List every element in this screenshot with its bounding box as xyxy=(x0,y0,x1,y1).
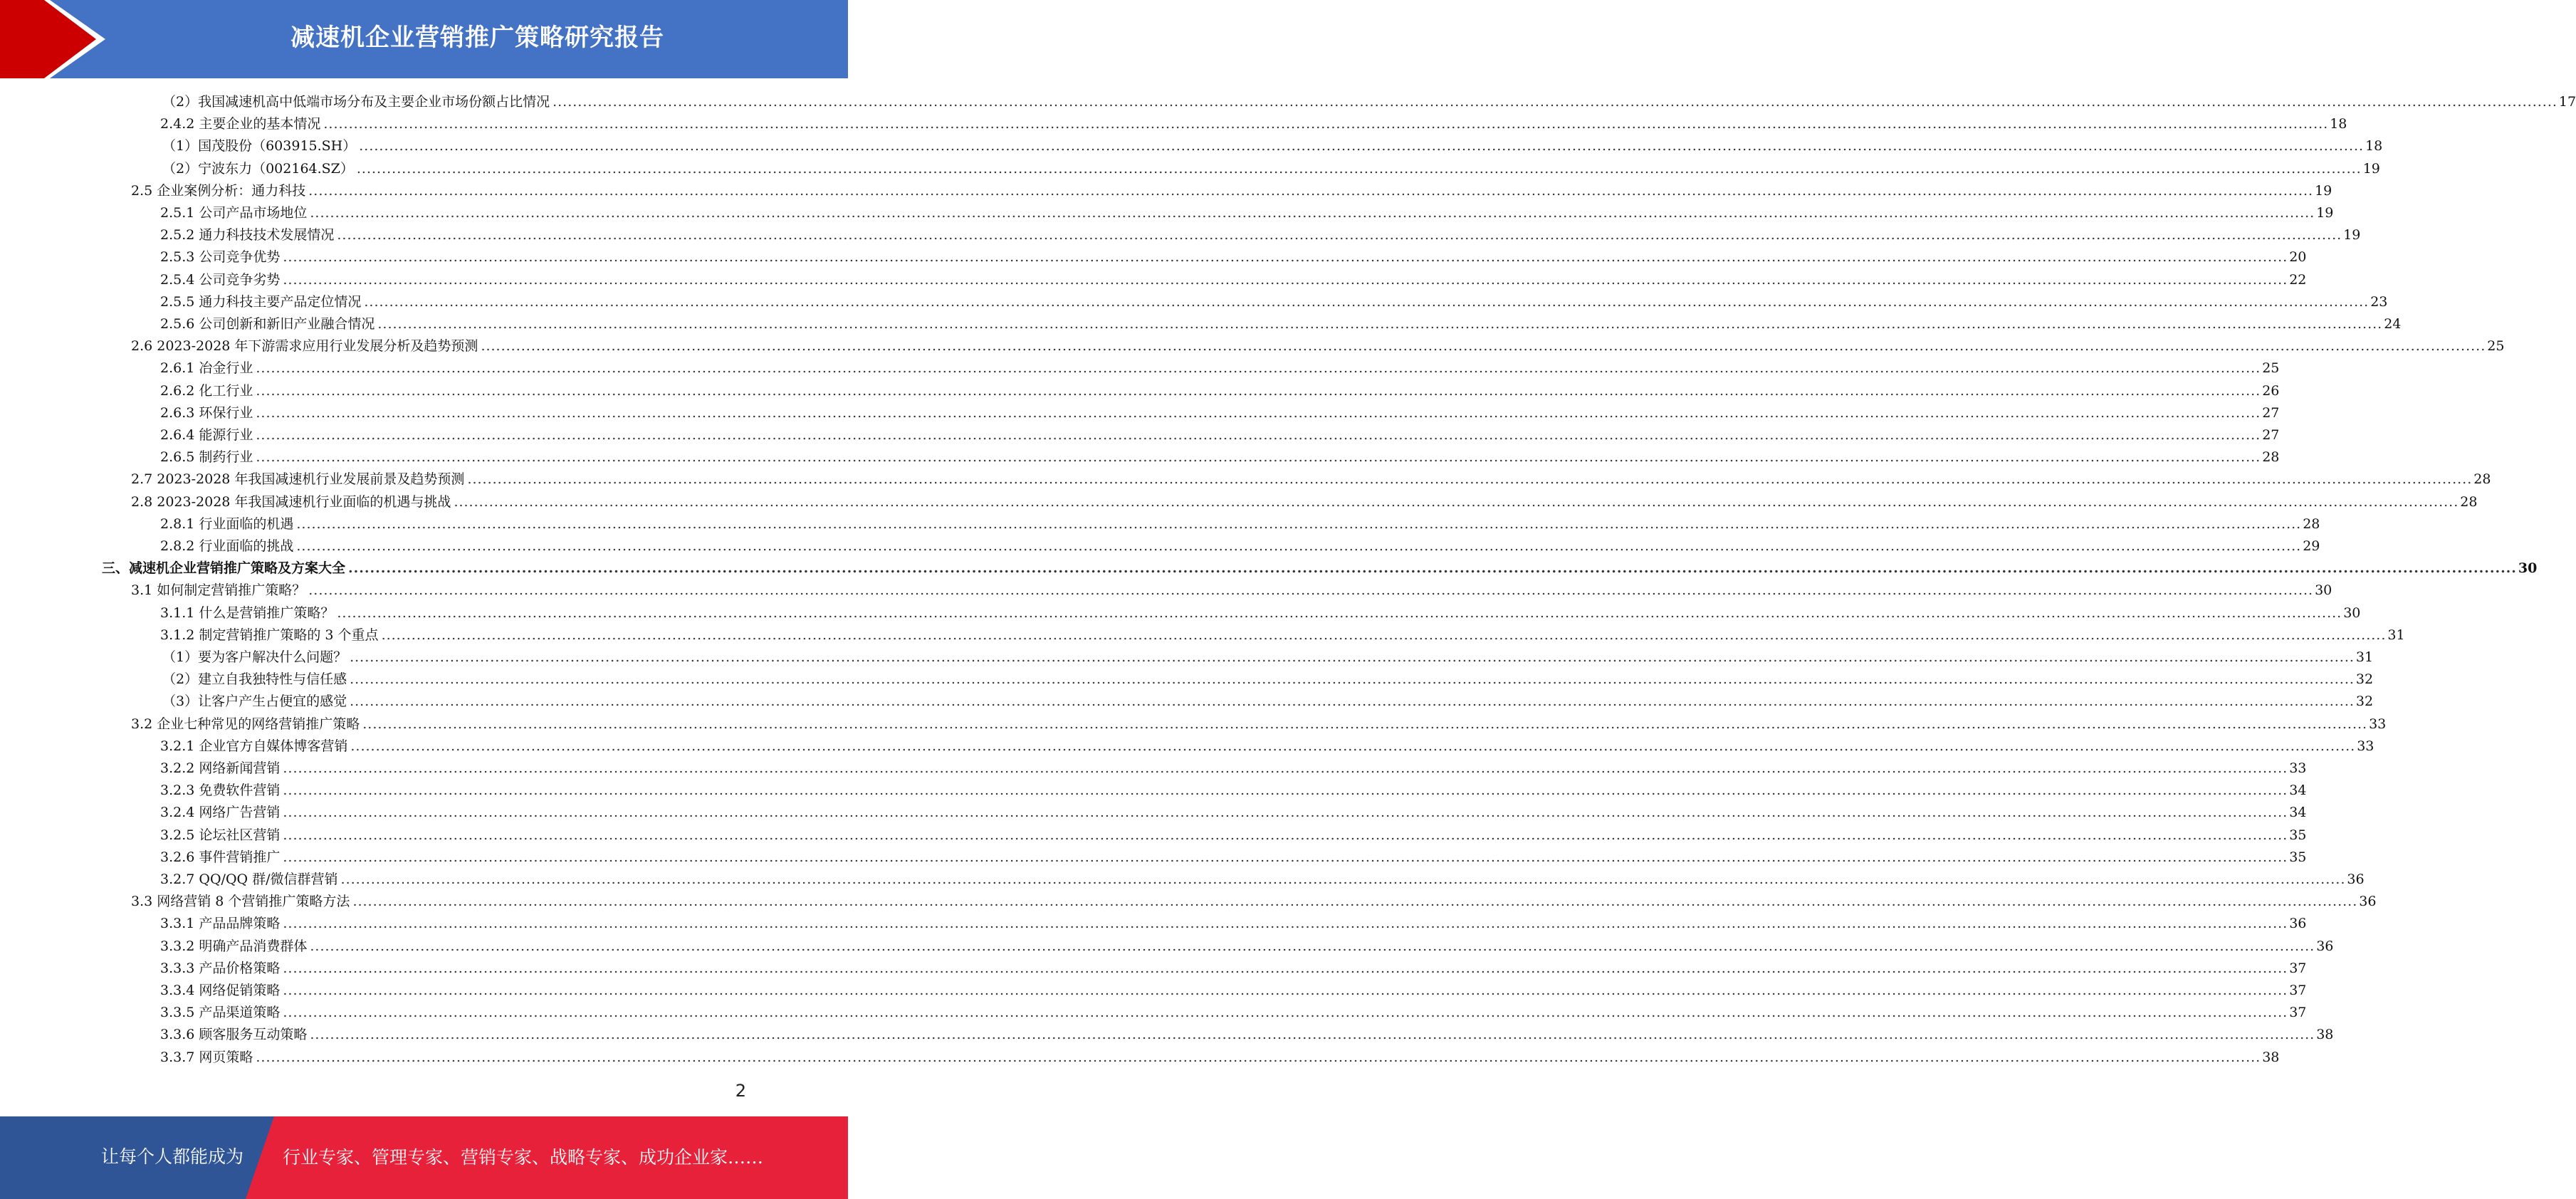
toc-entry-title: 2.8 2023-2028 年我国减速机行业面临的机遇与挑战 xyxy=(131,493,451,510)
toc-entry-page: 17 xyxy=(2558,94,2576,110)
toc-entry[interactable] xyxy=(160,847,2307,869)
toc-dot-leader: ................................................................................................................................................................................................................................................................................................................................................................................................................ xyxy=(283,805,2288,821)
toc-entry-title: （2）宁波东力（002164.SZ） xyxy=(162,160,354,177)
toc-entry-title: 3.3.2 明确产品消费群体 xyxy=(160,938,308,954)
toc-entry-page: 32 xyxy=(2355,671,2374,688)
toc-dot-leader: ................................................................................................................................................................................................................................................................................................................................................................................................................ xyxy=(283,760,2288,776)
toc-dot-leader: ................................................................................................................................................................................................................................................................................................................................................................................................................ xyxy=(283,249,2288,266)
toc-entry-page: 33 xyxy=(2357,738,2375,754)
toc-entry-page: 24 xyxy=(2384,316,2402,332)
toc-dot-leader: ................................................................................................................................................................................................................................................................................................................................................................................................................ xyxy=(337,227,2342,244)
toc-entry[interactable] xyxy=(131,713,2387,735)
toc-entry[interactable] xyxy=(160,269,2307,291)
toc-entry-page: 26 xyxy=(2262,382,2280,399)
toc-entry-title: 三、减速机企业营销推广策略及方案大全 xyxy=(102,560,346,577)
toc-dot-leader: ................................................................................................................................................................................................................................................................................................................................................................................................................ xyxy=(308,182,2314,199)
toc-dot-leader: ................................................................................................................................................................................................................................................................................................................................................................................................................ xyxy=(467,471,2473,488)
toc-entry-title: 3.1.2 制定营销推广策略的 3 个重点 xyxy=(160,627,379,643)
toc-entry[interactable] xyxy=(160,380,2280,402)
toc-dot-leader: ................................................................................................................................................................................................................................................................................................................................................................................................................ xyxy=(283,1005,2288,1021)
toc-entry-title: 2.6.4 能源行业 xyxy=(160,427,253,443)
toc-entry-page: 33 xyxy=(2289,760,2307,776)
toc-dot-leader: ................................................................................................................................................................................................................................................................................................................................................................................................................ xyxy=(454,493,2459,510)
toc-dot-leader: ................................................................................................................................................................................................................................................................................................................................................................................................................ xyxy=(310,205,2315,221)
toc-entry[interactable] xyxy=(131,891,2377,913)
toc-dot-leader: ................................................................................................................................................................................................................................................................................................................................................................................................................ xyxy=(359,138,2365,155)
toc-dot-leader: ................................................................................................................................................................................................................................................................................................................................................................................................................ xyxy=(350,693,2355,710)
toc-entry[interactable] xyxy=(160,936,2334,958)
toc-entry-title: 2.5.6 公司创新和新旧产业融合情况 xyxy=(160,316,375,332)
toc-dot-leader: ................................................................................................................................................................................................................................................................................................................................................................................................................ xyxy=(296,515,2302,532)
toc-entry-page: 19 xyxy=(2343,227,2361,244)
toc-entry-title: 3.3.1 产品品牌策略 xyxy=(160,916,281,932)
toc-entry[interactable] xyxy=(160,758,2307,780)
toc-dot-leader: ................................................................................................................................................................................................................................................................................................................................................................................................................ xyxy=(340,871,2346,887)
toc-entry[interactable] xyxy=(131,580,2332,602)
toc-entry-page: 19 xyxy=(2362,160,2380,177)
toc-entry-title: 2.6.3 环保行业 xyxy=(160,404,253,421)
toc-entry-title: 2.8.2 行业面临的挑战 xyxy=(160,538,294,554)
toc-entry[interactable] xyxy=(162,158,2380,180)
footer-slogan-left: 让每个人都能成为 xyxy=(101,1146,244,1167)
toc-entry[interactable] xyxy=(160,824,2307,847)
toc-entry-title: 3.3.4 网络促销策略 xyxy=(160,983,281,998)
toc-entry-page: 33 xyxy=(2369,716,2387,732)
toc-entry-title: 3.3.6 顾客服务互动策略 xyxy=(160,1027,308,1043)
toc-entry[interactable] xyxy=(131,335,2505,357)
toc-entry-page: 23 xyxy=(2370,293,2388,310)
toc-entry-title: 2.5.5 通力科技主要产品定位情况 xyxy=(160,293,362,310)
toc-entry[interactable] xyxy=(102,557,2538,580)
toc-dot-leader: ................................................................................................................................................................................................................................................................................................................................................................................................................ xyxy=(283,782,2288,799)
toc-entry-page: 28 xyxy=(2460,493,2478,510)
toc-entry[interactable] xyxy=(162,646,2374,669)
toc-entry[interactable] xyxy=(162,669,2374,691)
toc-entry[interactable] xyxy=(160,780,2307,802)
toc-entry-title: （1）国茂股份（603915.SH） xyxy=(162,138,357,155)
toc-dot-leader: ................................................................................................................................................................................................................................................................................................................................................................................................................ xyxy=(348,560,2517,577)
toc-entry-page: 20 xyxy=(2289,249,2307,266)
toc-entry-page: 32 xyxy=(2355,693,2374,710)
toc-entry-page: 30 xyxy=(2315,582,2332,599)
footer-banner xyxy=(0,1116,848,1199)
toc-entry-page: 31 xyxy=(2387,627,2405,643)
toc-entry-title: 2.5.1 公司产品市场地位 xyxy=(160,205,308,221)
toc-entry-title: 3.3 网络营销 8 个营销推广策略方法 xyxy=(131,894,350,910)
toc-entry-page: 37 xyxy=(2289,960,2307,976)
chevron-red xyxy=(0,0,96,78)
toc-entry-page: 29 xyxy=(2303,538,2320,554)
toc-entry[interactable] xyxy=(160,802,2307,824)
toc-entry-page: 36 xyxy=(2316,938,2334,954)
toc-entry[interactable] xyxy=(160,291,2388,313)
toc-entry-title: 3.2 企业七种常见的网络营销推广策略 xyxy=(131,716,360,732)
toc-entry-title: 2.7 2023-2028 年我国减速机行业发展前景及趋势预测 xyxy=(131,471,465,488)
toc-entry-page: 38 xyxy=(2316,1027,2334,1043)
toc-entry-title: 3.2.1 企业官方自媒体博客营销 xyxy=(160,738,348,754)
toc-dot-leader: ................................................................................................................................................................................................................................................................................................................................................................................................................ xyxy=(381,627,2387,643)
toc-entry-page: 27 xyxy=(2262,427,2280,443)
toc-entry-title: 3.3.5 产品渠道策略 xyxy=(160,1005,281,1021)
toc-entry[interactable] xyxy=(162,91,2576,113)
toc-entry[interactable] xyxy=(160,1002,2307,1024)
toc-dot-leader: ................................................................................................................................................................................................................................................................................................................................................................................................................ xyxy=(283,916,2288,932)
toc-entry[interactable] xyxy=(160,624,2405,646)
toc-entry-title: 2.5 企业案例分析：通力科技 xyxy=(131,182,306,199)
toc-entry-page: 27 xyxy=(2262,404,2280,421)
toc-dot-leader: ................................................................................................................................................................................................................................................................................................................................................................................................................ xyxy=(337,604,2342,621)
toc-entry-title: 3.1 如何制定营销推广策略？ xyxy=(131,582,306,599)
toc-entry[interactable] xyxy=(160,980,2307,1002)
toc-entry[interactable] xyxy=(160,246,2307,268)
toc-entry-title: 3.3.3 产品价格策略 xyxy=(160,960,281,976)
toc-entry-page: 36 xyxy=(2359,894,2377,910)
toc-entry-page: 35 xyxy=(2289,849,2307,865)
toc-entry-title: 3.3.7 网页策略 xyxy=(160,1049,253,1065)
toc-entry-title: 3.2.3 免费软件营销 xyxy=(160,782,281,799)
toc-entry-title: 2.5.3 公司竞争优势 xyxy=(160,249,281,266)
toc-dot-leader: ................................................................................................................................................................................................................................................................................................................................................................................................................ xyxy=(350,649,2355,665)
toc-entry[interactable] xyxy=(160,424,2280,446)
toc-dot-leader: ................................................................................................................................................................................................................................................................................................................................................................................................................ xyxy=(352,894,2358,910)
toc-entry-page: 31 xyxy=(2355,649,2374,665)
toc-dot-leader: ................................................................................................................................................................................................................................................................................................................................................................................................................ xyxy=(377,316,2383,332)
toc-entry[interactable] xyxy=(160,735,2375,758)
toc-entry-title: 2.5.4 公司竞争劣势 xyxy=(160,271,281,288)
toc-entry-page: 18 xyxy=(2330,116,2347,132)
toc-dot-leader: ................................................................................................................................................................................................................................................................................................................................................................................................................ xyxy=(356,160,2362,177)
toc-dot-leader: ................................................................................................................................................................................................................................................................................................................................................................................................................ xyxy=(256,449,2261,466)
toc-entry-page: 34 xyxy=(2289,782,2307,799)
toc-entry-title: 3.2.5 论坛社区营销 xyxy=(160,827,281,843)
toc-entry[interactable] xyxy=(162,135,2383,157)
toc-entry[interactable] xyxy=(131,491,2478,513)
toc-dot-leader: ................................................................................................................................................................................................................................................................................................................................................................................................................ xyxy=(283,827,2288,843)
toc-entry[interactable] xyxy=(160,202,2334,224)
toc-dot-leader: ................................................................................................................................................................................................................................................................................................................................................................................................................ xyxy=(256,360,2261,377)
toc-dot-leader: ................................................................................................................................................................................................................................................................................................................................................................................................................ xyxy=(364,293,2370,310)
toc-entry-title: 2.5.2 通力科技技术发展情况 xyxy=(160,227,335,244)
toc-entry[interactable] xyxy=(160,224,2361,246)
toc-entry-page: 25 xyxy=(2262,360,2280,377)
toc-entry[interactable] xyxy=(131,468,2491,491)
toc-entry-page: 35 xyxy=(2289,827,2307,843)
toc-dot-leader: ................................................................................................................................................................................................................................................................................................................................................................................................................ xyxy=(283,849,2288,865)
toc-dot-leader: ................................................................................................................................................................................................................................................................................................................................................................................................................ xyxy=(362,716,2368,732)
toc-entry[interactable] xyxy=(131,180,2332,202)
toc-entry-page: 34 xyxy=(2289,805,2307,821)
toc-entry[interactable] xyxy=(160,357,2280,379)
toc-dot-leader: ................................................................................................................................................................................................................................................................................................................................................................................................................ xyxy=(256,404,2261,421)
toc-entry[interactable] xyxy=(160,402,2280,424)
toc-entry-title: 2.6 2023-2028 年下游需求应用行业发展分析及趋势预测 xyxy=(131,338,478,355)
toc-entry-page: 36 xyxy=(2347,871,2365,887)
toc-entry[interactable] xyxy=(160,1024,2334,1046)
toc-entry-page: 25 xyxy=(2487,338,2505,355)
toc-entry-page: 30 xyxy=(2518,560,2538,577)
toc-entry-page: 19 xyxy=(2316,205,2334,221)
toc-entry-title: 3.2.6 事件营销推广 xyxy=(160,849,281,865)
toc-dot-leader: ................................................................................................................................................................................................................................................................................................................................................................................................................ xyxy=(553,94,2557,110)
footer-slogan-right: 行业专家、管理专家、营销专家、战略专家、成功企业家…… xyxy=(283,1147,764,1168)
toc-dot-leader: ................................................................................................................................................................................................................................................................................................................................................................................................................ xyxy=(350,738,2356,754)
toc-entry-page: 36 xyxy=(2289,916,2307,932)
toc-entry-page: 30 xyxy=(2343,604,2361,621)
toc-entry[interactable] xyxy=(162,691,2374,713)
header-banner xyxy=(0,0,848,78)
toc-entry-page: 28 xyxy=(2262,449,2280,466)
toc-entry-page: 38 xyxy=(2262,1049,2280,1065)
toc-dot-leader: ................................................................................................................................................................................................................................................................................................................................................................................................................ xyxy=(283,271,2288,288)
toc-dot-leader: ................................................................................................................................................................................................................................................................................................................................................................................................................ xyxy=(256,382,2261,399)
toc-entry-title: （2）建立自我独特性与信任感 xyxy=(162,671,347,688)
toc-entry-page: 28 xyxy=(2303,515,2320,532)
toc-entry[interactable] xyxy=(160,113,2347,135)
toc-entry-title: 3.1.1 什么是营销推广策略？ xyxy=(160,604,335,621)
toc-entry-title: 3.2.4 网络广告营销 xyxy=(160,805,281,821)
toc-entry-title: （2）我国减速机高中低端市场分布及主要企业市场份额占比情况 xyxy=(162,94,550,110)
toc-dot-leader: ................................................................................................................................................................................................................................................................................................................................................................................................................ xyxy=(256,427,2261,443)
toc-entry-title: 3.2.7 QQ/QQ 群/微信群营销 xyxy=(160,871,338,887)
toc-dot-leader: ................................................................................................................................................................................................................................................................................................................................................................................................................ xyxy=(323,116,2329,132)
toc-entry-page: 19 xyxy=(2315,182,2332,199)
toc-entry-title: 2.6.2 化工行业 xyxy=(160,382,253,399)
report-title: 减速机企业营销推广策略研究报告 xyxy=(290,23,664,52)
toc-dot-leader: ................................................................................................................................................................................................................................................................................................................................................................................................................ xyxy=(350,671,2355,688)
toc-entry-title: 2.4.2 主要企业的基本情况 xyxy=(160,116,321,132)
toc-entry-page: 18 xyxy=(2365,138,2383,155)
toc-entry[interactable] xyxy=(160,535,2320,557)
toc-dot-leader: ................................................................................................................................................................................................................................................................................................................................................................................................................ xyxy=(283,983,2288,998)
toc-entry[interactable] xyxy=(160,313,2402,335)
toc-dot-leader: ................................................................................................................................................................................................................................................................................................................................................................................................................ xyxy=(481,338,2486,355)
toc-entry-title: 3.2.2 网络新闻营销 xyxy=(160,760,281,776)
toc-dot-leader: ................................................................................................................................................................................................................................................................................................................................................................................................................ xyxy=(308,582,2314,599)
toc-entry-title: （1）要为客户解决什么问题？ xyxy=(162,649,347,665)
toc-entry-page: 22 xyxy=(2289,271,2307,288)
toc-entry-page: 28 xyxy=(2473,471,2491,488)
toc-entry[interactable] xyxy=(160,1047,2280,1069)
toc-entry-title: （3）让客户产生占便宜的感觉 xyxy=(162,693,347,710)
toc-dot-leader: ................................................................................................................................................................................................................................................................................................................................................................................................................ xyxy=(310,938,2315,954)
toc-entry[interactable] xyxy=(160,513,2320,535)
toc-dot-leader: ................................................................................................................................................................................................................................................................................................................................................................................................................ xyxy=(310,1027,2315,1043)
toc-entry[interactable] xyxy=(160,913,2307,935)
toc-dot-leader: ................................................................................................................................................................................................................................................................................................................................................................................................................ xyxy=(256,1049,2261,1065)
toc-entry-title: 2.6.1 冶金行业 xyxy=(160,360,253,377)
toc-dot-leader: ................................................................................................................................................................................................................................................................................................................................................................................................................ xyxy=(283,960,2288,976)
toc-entry-page: 37 xyxy=(2289,1005,2307,1021)
toc-entry-page: 37 xyxy=(2289,983,2307,998)
page-number: 2 xyxy=(735,1081,746,1101)
toc-entry[interactable] xyxy=(160,602,2361,624)
toc-dot-leader: ................................................................................................................................................................................................................................................................................................................................................................................................................ xyxy=(296,538,2302,554)
toc-entry-title: 2.8.1 行业面临的机遇 xyxy=(160,515,294,532)
toc-entry[interactable] xyxy=(160,446,2280,468)
toc-entry[interactable] xyxy=(160,958,2307,980)
toc-entry-title: 2.6.5 制药行业 xyxy=(160,449,253,466)
toc-entry[interactable] xyxy=(160,869,2365,891)
